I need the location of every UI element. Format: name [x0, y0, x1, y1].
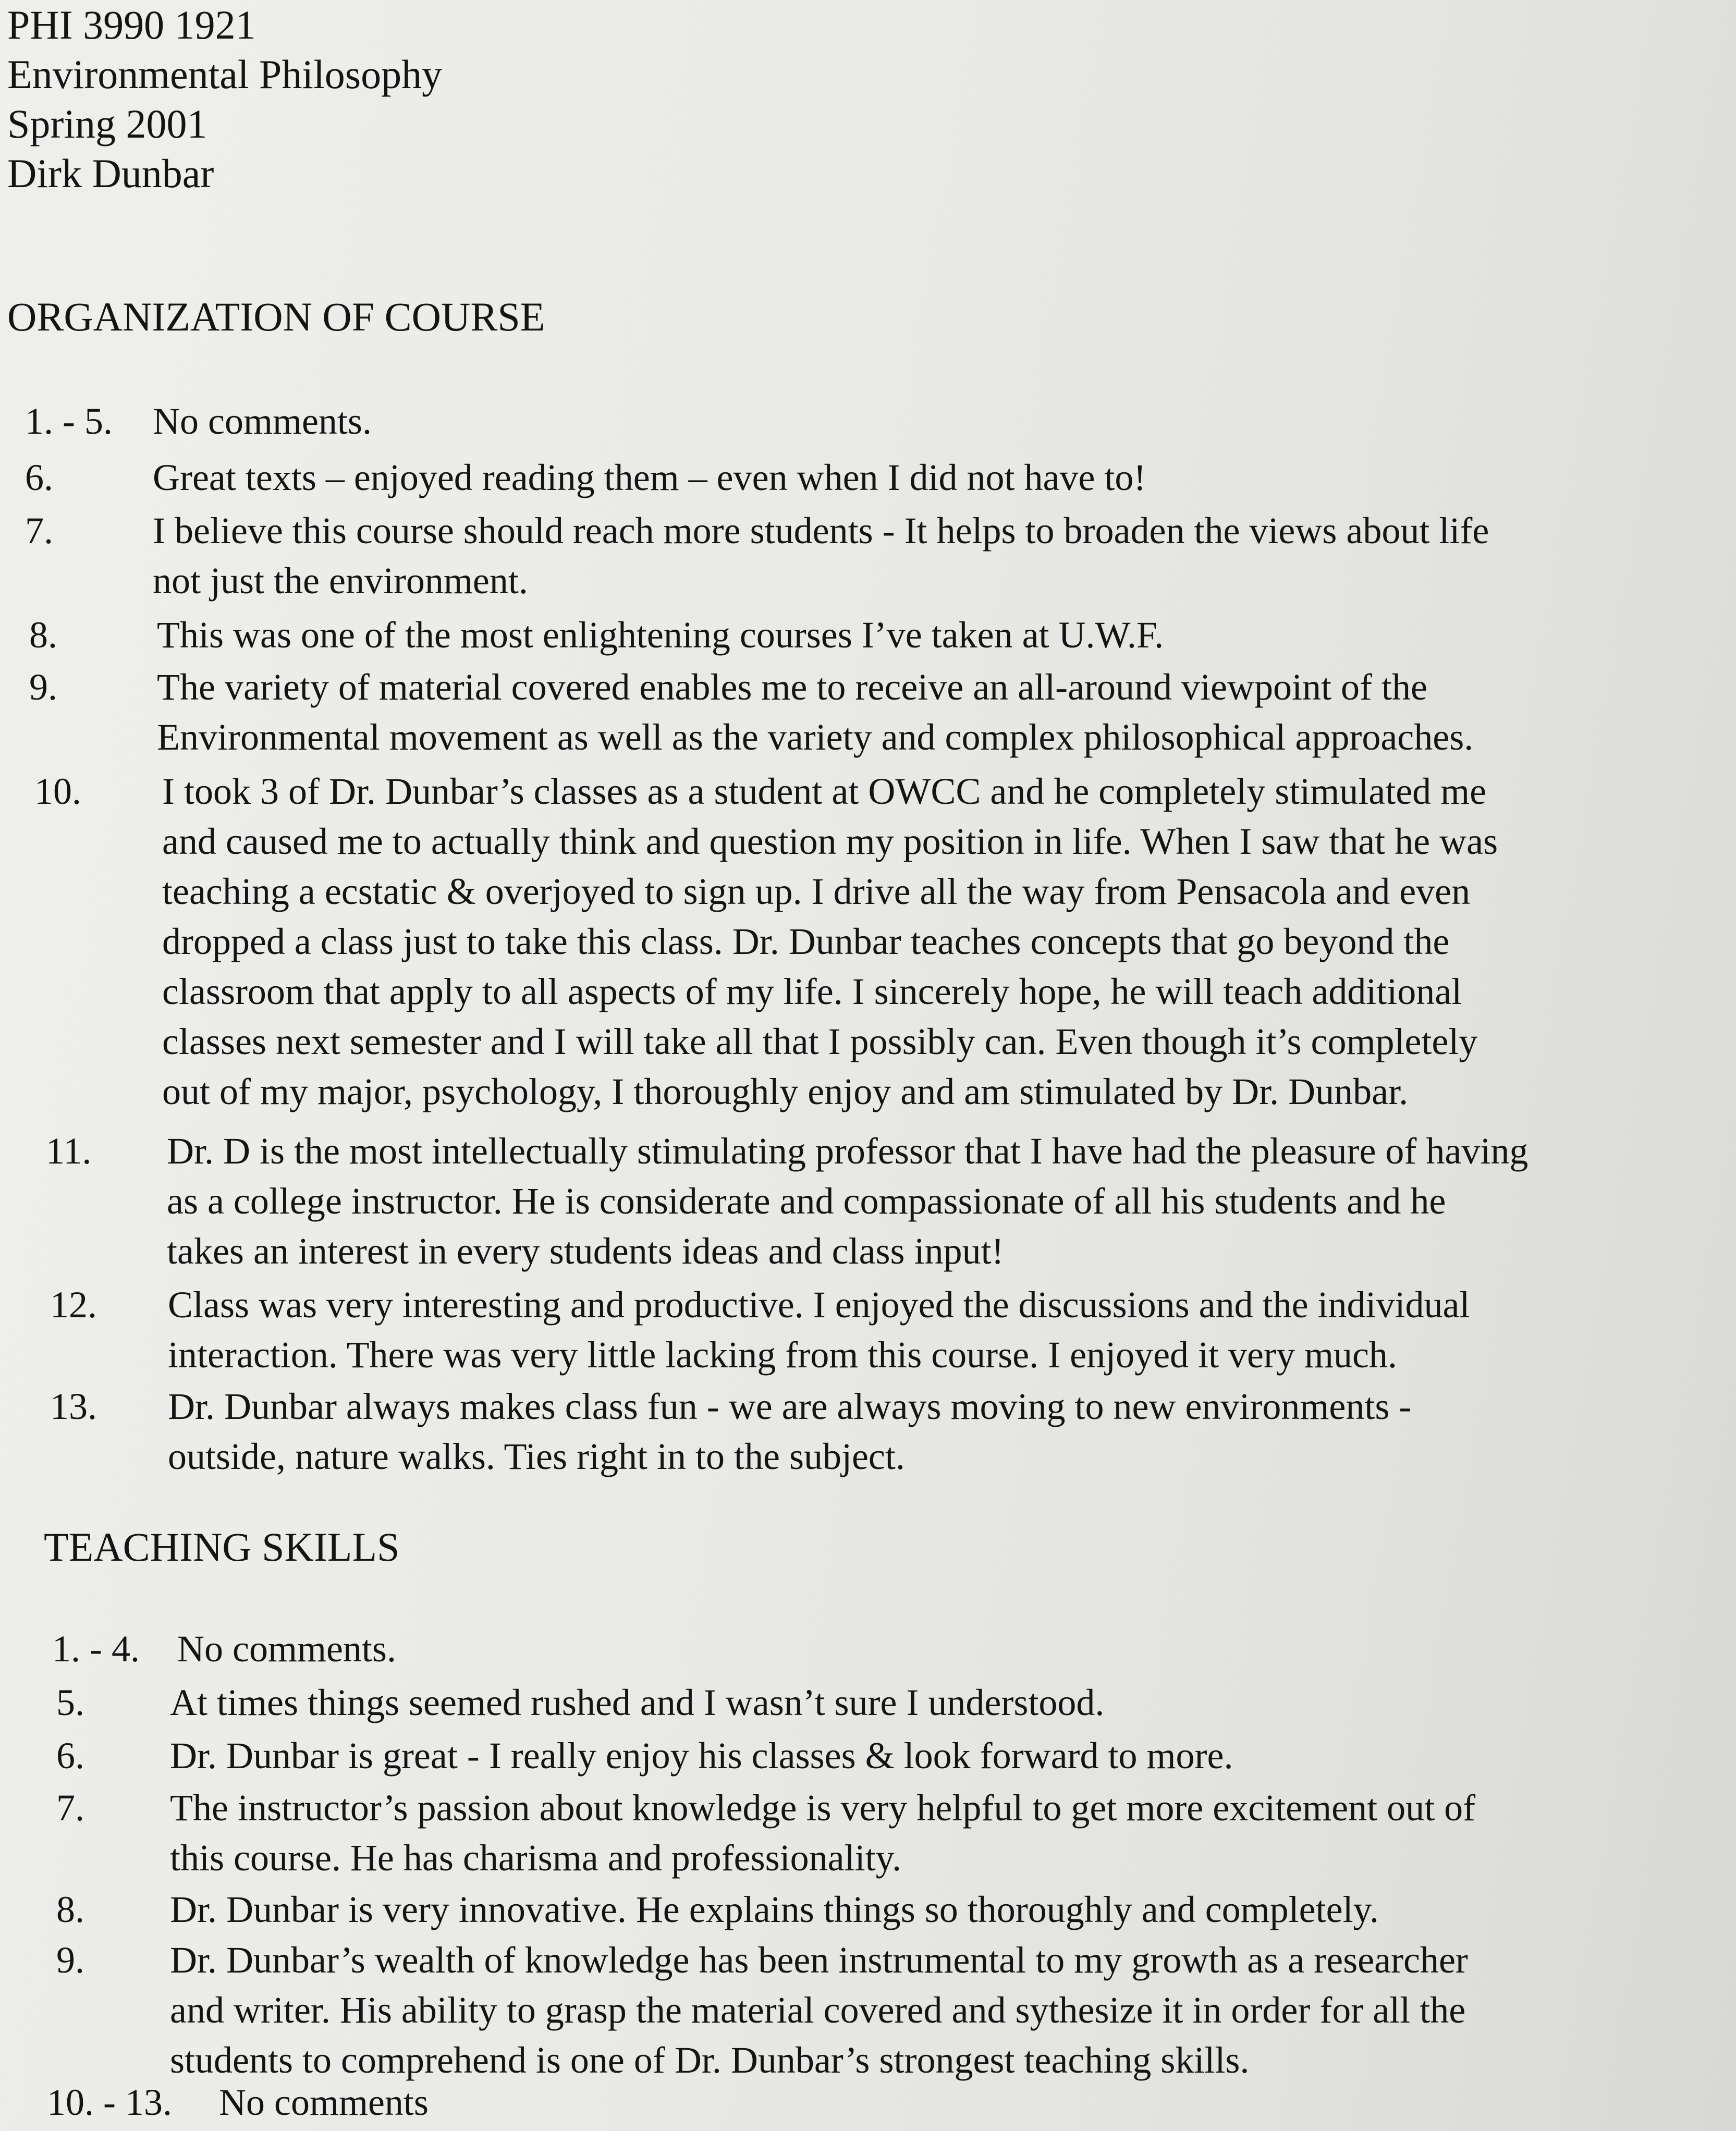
course-code: PHI 3990 1921 [7, 2, 256, 47]
item-number: 13. [50, 1386, 97, 1427]
item-line: No comments. [177, 1628, 396, 1670]
item-line: and writer. His ability to grasp the material covered and sythesize it in order for all the [170, 1989, 1466, 2031]
item-line: Class was very interesting and productive. I enjoyed the discussions and the individual [168, 1284, 1470, 1326]
item-line: this course. He has charisma and professionality. [170, 1837, 901, 1879]
teaching-section-title: TEACHING SKILLS [44, 1524, 400, 1570]
item-number: 10. - 13. [47, 2081, 172, 2123]
item-number: 7. [56, 1787, 84, 1829]
item-number: 6. [25, 457, 53, 498]
course-name: Environmental Philosophy [7, 52, 443, 97]
item-number: 5. [56, 1682, 84, 1723]
item-line: as a college instructor. He is considerate and compassionate of all his students and he [167, 1180, 1446, 1222]
organization-section-title: ORGANIZATION OF COURSE [7, 294, 545, 339]
item-line: Dr. D is the most intellectually stimulating professor that I have had the pleasure of having [167, 1130, 1529, 1172]
item-line: Dr. Dunbar is great - I really enjoy his classes & look forward to more. [170, 1735, 1233, 1777]
item-line: out of my major, psychology, I thoroughly enjoy and am stimulated by Dr. Dunbar. [162, 1071, 1409, 1112]
item-number: 7. [25, 510, 53, 552]
item-line: The variety of material covered enables me to receive an all-around viewpoint of the [157, 666, 1427, 708]
item-line: No comments [219, 2081, 429, 2123]
item-line: dropped a class just to take this class. Dr. Dunbar teaches concepts that go beyond the [162, 921, 1450, 962]
item-number: 9. [56, 1939, 84, 1981]
item-number: 6. [56, 1735, 84, 1777]
item-line: classroom that apply to all aspects of my life. I sincerely hope, he will teach additional [162, 971, 1462, 1012]
item-number: 8. [29, 614, 57, 656]
item-number: 8. [56, 1889, 84, 1930]
item-line: and caused me to actually think and question my position in life. When I saw that he was [162, 820, 1498, 862]
item-line: teaching a ecstatic & overjoyed to sign up. I drive all the way from Pensacola and even [162, 871, 1471, 912]
item-line: interaction. There was very little lacking from this course. I enjoyed it very much. [168, 1334, 1397, 1376]
item-line: The instructor’s passion about knowledge is very helpful to get more excitement out of [170, 1787, 1476, 1829]
item-line: I believe this course should reach more students - It helps to broaden the views about life [153, 510, 1489, 552]
instructor-name: Dirk Dunbar [7, 151, 214, 196]
item-number: 1. - 4. [52, 1628, 140, 1670]
item-line: I took 3 of Dr. Dunbar’s classes as a student at OWCC and he completely stimulated me [162, 770, 1487, 812]
item-line: takes an interest in every students ideas and class input! [167, 1230, 1004, 1272]
item-number: 10. [34, 770, 81, 812]
item-line: not just the environment. [153, 560, 528, 602]
item-line: This was one of the most enlightening courses I’ve taken at U.W.F. [157, 614, 1164, 656]
item-line: Dr. Dunbar always makes class fun - we are always moving to new environments - [168, 1386, 1412, 1427]
item-number: 9. [29, 666, 57, 708]
item-line: No comments. [153, 400, 372, 442]
course-term: Spring 2001 [7, 101, 207, 146]
item-number: 11. [46, 1130, 92, 1172]
item-line: outside, nature walks. Ties right in to the subject. [168, 1436, 905, 1477]
item-line: Great texts – enjoyed reading them – even when I did not have to! [153, 457, 1146, 498]
item-number: 12. [50, 1284, 97, 1326]
item-line: At times things seemed rushed and I wasn’t sure I understood. [170, 1682, 1105, 1723]
item-line: Environmental movement as well as the variety and complex philosophical approaches. [157, 716, 1474, 758]
item-line: Dr. Dunbar’s wealth of knowledge has been instrumental to my growth as a researcher [170, 1939, 1468, 1981]
item-number: 1. - 5. [25, 400, 113, 442]
course-header [7, 0, 442, 198]
item-line: classes next semester and I will take all that I possibly can. Even though it’s completely [162, 1021, 1478, 1062]
item-line: Dr. Dunbar is very innovative. He explains things so thoroughly and completely. [170, 1889, 1379, 1930]
item-line: students to comprehend is one of Dr. Dunbar’s strongest teaching skills. [170, 2039, 1250, 2081]
